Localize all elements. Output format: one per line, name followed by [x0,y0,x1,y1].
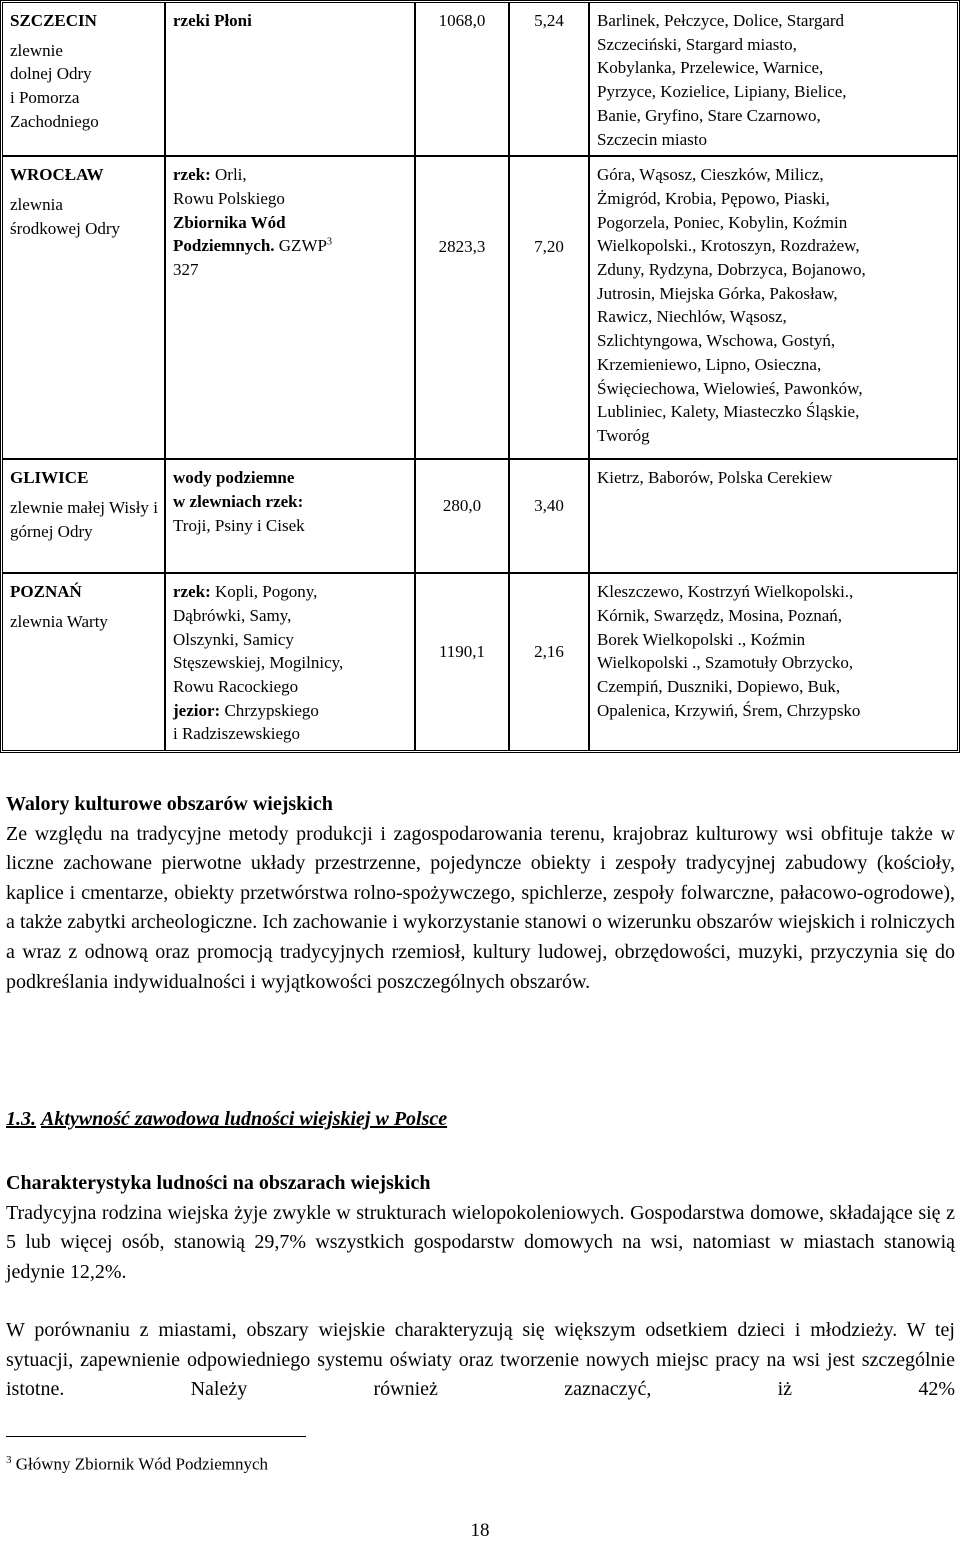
source-line: w zlewniach rzek: [173,491,304,511]
rate-cell [510,157,590,460]
communes-line: Góra, Wąsosz, Cieszków, Milicz, [597,165,824,185]
communes-line: Banie, Gryfino, Stare Czarnowo, [597,105,821,125]
region-basin [10,610,158,634]
communes-cell [590,574,957,750]
source-line: wody podziemne [173,468,295,488]
area-value: 280,0 [442,496,482,516]
source-bold: Podziemnych. [173,236,275,256]
population-section [6,1169,955,1287]
communes-line: Czempiń, Duszniki, Dopiewo, Buk, [597,677,841,697]
footnote [6,1448,268,1477]
source-line: Rowu Racockiego [173,677,299,697]
source-line: i Radziszewskiego [173,724,300,744]
region-basin: zlewnie małej Wisły i górnej Odry [10,497,158,541]
region-cell [3,460,166,574]
area-cell [416,574,510,750]
region-cell [3,3,166,157]
source-cell [166,460,416,574]
communes-line: Zduny, Rydzyna, Dobrzyca, Bojanowo, [597,260,866,280]
area-cell [416,157,510,460]
communes-cell [590,460,957,574]
communes-line: Kobylanka, Przelewice, Warnice, [597,58,824,78]
culture-heading: Walory kulturowe obszarów wiejskich [6,793,333,815]
communes-line: Pyrzyce, Kozielice, Lipiany, Bielice, [597,82,847,102]
basin-line: zlewnie [10,40,63,60]
region-basin [10,193,158,240]
source-line: Troji, Psiny i Cisek [173,515,305,535]
communes-line: Opalenica, Krzywiń, Śrem, Chrzypsko [597,700,861,720]
communes-line: Krzemieniewo, Lipno, Osieczna, [597,354,822,374]
section-1-3-title [6,1105,955,1135]
source-text: rzeki Płoni [173,11,252,30]
section-number: 1.3. [6,1108,36,1130]
source-rest: GZWP [274,236,327,256]
table-row [3,460,957,574]
source-bold: rzek: [173,165,211,185]
communes-line: Szczecin miasto [597,129,707,149]
source-line [173,163,408,187]
footnote-separator [6,1436,306,1437]
communes-line: Kietrz, Baborów, Polska Cerekiew [597,468,833,488]
source-line: Dąbrówki, Samy, [173,605,292,625]
basin-line: zlewnia [10,194,63,214]
communes-line: Rawicz, Niechlów, Wąsosz, [597,307,787,327]
communes-line: Święciechowa, Wielowieś, Pawonków, [597,378,863,398]
communes-line: Kórnik, Swarzędz, Mosina, Poznań, [597,605,843,625]
table-row [3,157,957,460]
region-name: GLIWICE [10,468,89,488]
source-line: Zbiornika Wód [173,212,286,232]
population-paragraph-2-block [6,1316,955,1405]
rate-value: 7,20 [534,237,564,257]
rate-value: 5,24 [534,11,564,30]
region-basin [10,39,158,134]
source-cell [166,3,416,157]
communes-line: Żmigród, Krobia, Pępowo, Piaski, [597,188,830,208]
basin-line: dolnej Odry [10,64,92,84]
culture-paragraph: Ze względu na tradycyjne metody produkcji i zagospodarowania terenu, krajobraz kulturowy wsi obfituje także w liczne zachowane pierwotne układy przestrzenne, pojedyncze obiekty i zespoły tradycyjnej zabudowy (kościoły, kaplice i cmentarze, obiekty przetwórstwa rolno-spożywczego, spichlerze, zespoły folwarczne, pałacowo-ogrodowe), a także zabytki archeologiczne. Ich zachowanie i wykorzystanie stanowi o wizerunku obszarów wiejskich i rolniczych a wraz z odnową oraz promocją tradycyjnych rzemiosł, kultury ludowej, obrzędowości, muzyki, przyczynia się do podkreślania indywidualności i wyjątkowości poszczególnych obszarów. [6,822,955,993]
rate-cell [510,3,590,157]
communes-line: Wielkopolski., Krotoszyn, Rozdrażew, [597,236,860,256]
source-cell [166,574,416,750]
communes-line: Szlichtyngowa, Wschowa, Gostyń, [597,331,836,351]
table-row [3,574,957,750]
communes-line: Wielkopolski ., Szamotuły Obrzycko, [597,653,854,673]
source-rest: Chrzypskiego [220,700,319,720]
communes-line: Kleszczewo, Kostrzyń Wielkopolski., [597,582,854,602]
source-line [173,234,408,258]
source-rest: Orli, [210,165,247,185]
source-line: Rowu Polskiego [173,188,285,208]
communes-line: Borek Wielkopolski ., Koźmin [597,629,806,649]
source-line: Olszynki, Samicy [173,629,294,649]
basin-line: Zachodniego [10,111,99,131]
communes-line: Barlinek, Pełczyce, Dolice, Stargard [597,11,845,30]
region-name: POZNAŃ [10,582,82,602]
source-line [173,580,408,604]
communes-cell [590,157,957,460]
area-cell [416,3,510,157]
footnote-text: Główny Zbiornik Wód Podziemnych [15,1454,269,1474]
source-bold: rzek: [173,582,211,602]
region-name: SZCZECIN [10,11,97,30]
culture-section [6,790,955,997]
footnote-mark: 3 [6,1454,12,1466]
basin-line: i Pomorza [10,88,80,108]
region-name: WROCŁAW [10,165,104,185]
table-row [3,3,957,157]
rate-value: 3,40 [534,496,564,516]
region-cell [3,574,166,750]
communes-line: Pogorzela, Poniec, Kobylin, Koźmin [597,212,848,232]
footnote-mark: 3 [326,236,332,248]
region-cell [3,157,166,460]
source-line [173,699,408,723]
rate-cell [510,460,590,574]
population-paragraph-2: W porównaniu z miastami, obszary wiejskie charakteryzują się większym odsetkiem dzieci i młodzieży. W tej sytuacji, zapewnienie odpowiedniego systemu oświaty oraz tworzenie nowych miejsc pracy na wsi jest szczególnie istotne. Należy również zaznaczyć, iż 42% [6,1319,955,1401]
area-cell [416,460,510,574]
rate-value: 2,16 [534,642,564,662]
area-value: 2823,3 [438,237,486,257]
rate-cell [510,574,590,750]
population-paragraph-1: Tradycyjna rodzina wiejska żyje zwykle w strukturach wielopokoleniowych. Gospodarstwa domowe, składające się z 5 lub więcej osób, stanowią 29,7% wszystkich gospodarstw domowych na wsi, natomiast w miastach stanowią jedynie 12,2%. [6,1201,955,1283]
source-rest: Kopli, Pogony, [210,582,318,602]
basin-line: zlewnia Warty [10,611,108,631]
source-cell [166,157,416,460]
area-value: 1190,1 [438,642,486,662]
source-bold: jezior: [173,700,221,720]
source-line: Stęszewskiej, Mogilnicy, [173,653,344,673]
page-number: 18 [470,1520,490,1541]
communes-cell [590,3,957,157]
communes-line: Lubliniec, Kalety, Miasteczko Śląskie, [597,402,860,422]
basin-line: środkowej Odry [10,218,121,238]
population-heading: Charakterystyka ludności na obszarach wiejskich [6,1172,431,1194]
source-line: 327 [173,260,199,280]
area-value: 1068,0 [438,11,486,30]
water-intakes-table [0,0,960,753]
communes-line: Szczeciński, Stargard miasto, [597,34,797,54]
communes-line: Tworóg [597,425,650,445]
section-title-text: Aktywność zawodowa ludności wiejskiej w Polsce [41,1108,448,1130]
communes-line: Jutrosin, Miejska Górka, Pakosław, [597,283,838,303]
